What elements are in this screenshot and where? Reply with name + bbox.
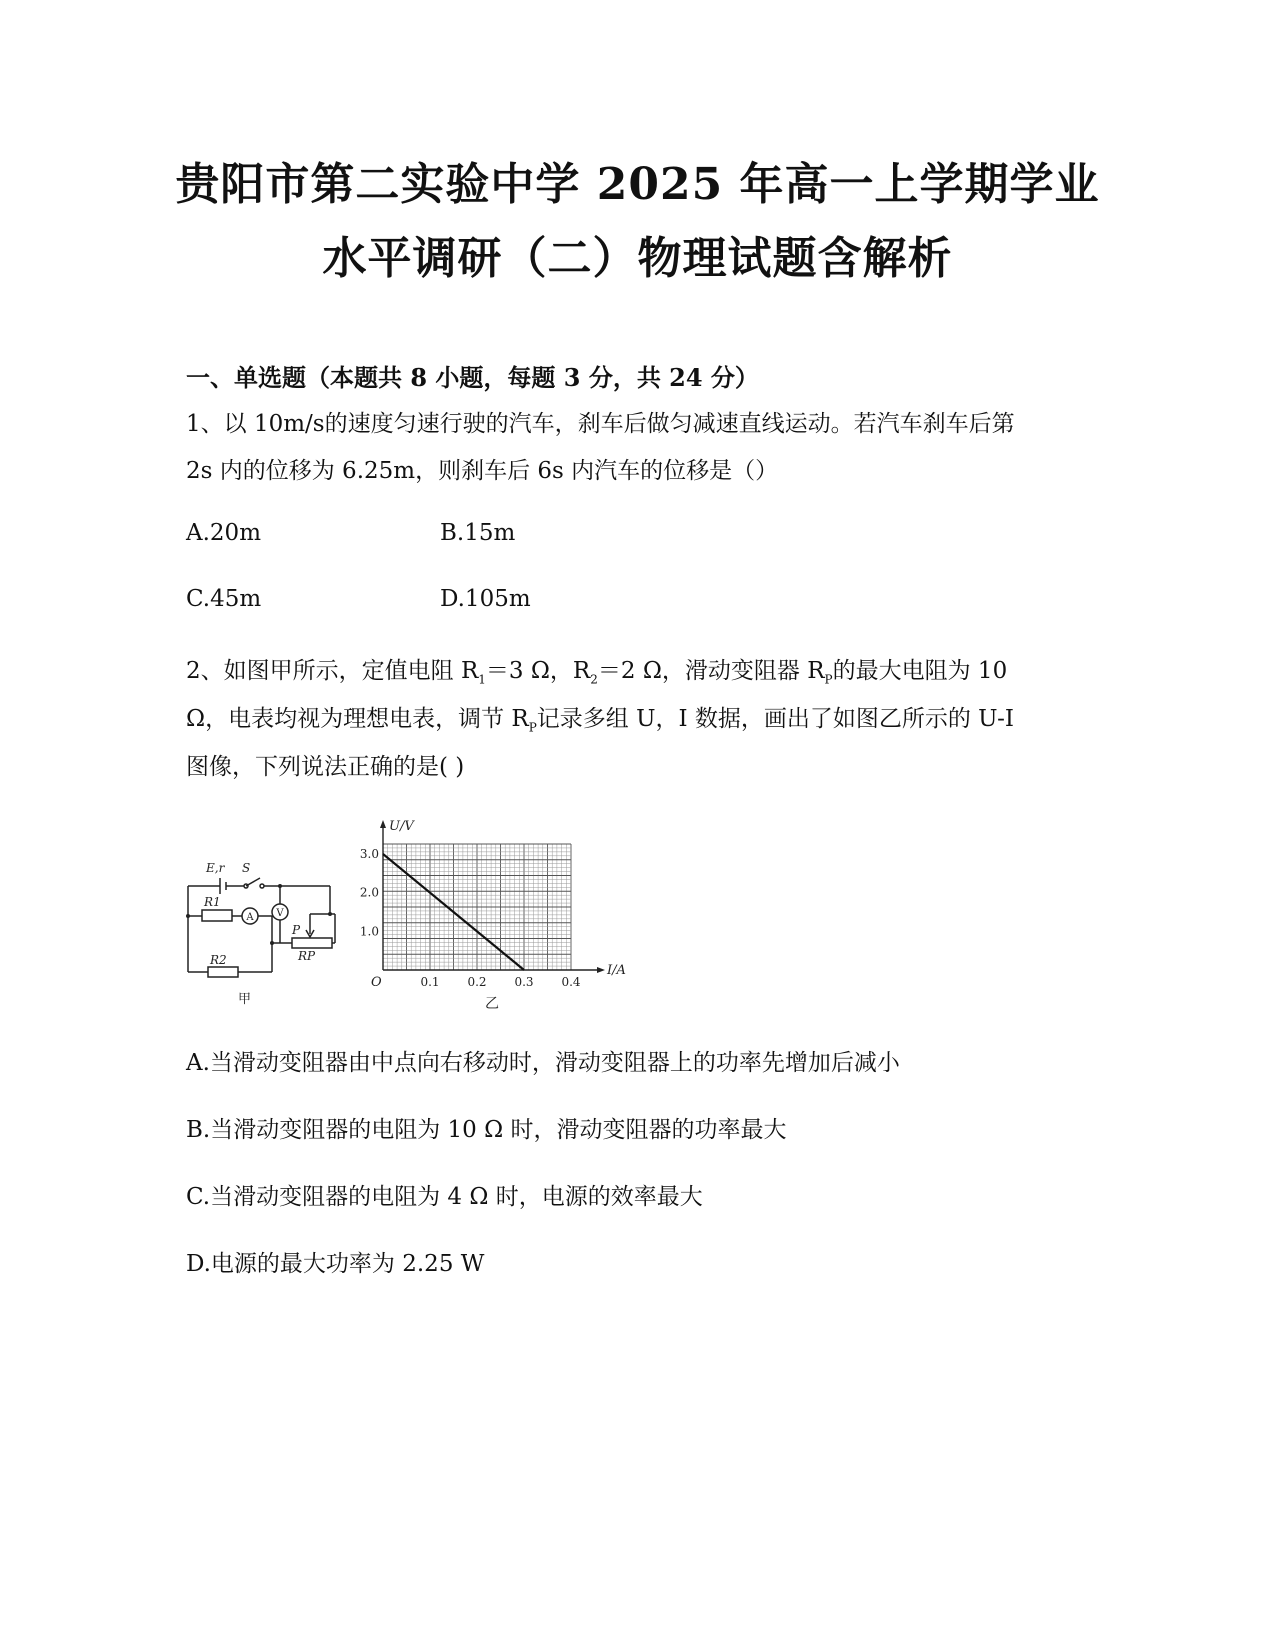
y-axis-label: U/V <box>389 819 414 834</box>
label-slider: P <box>292 923 301 937</box>
x-tick-label: 0.2 <box>467 975 487 989</box>
q2-text-line-1 <box>186 652 1007 687</box>
q2-l2-sub: P <box>528 720 537 735</box>
label-r2: R2 <box>210 953 227 967</box>
q1-option-c: C.45m <box>186 586 262 612</box>
circuit-caption: 甲 <box>238 992 252 1007</box>
x-tick-label: 0.4 <box>561 975 581 989</box>
q2-text-line-2 <box>186 700 1014 735</box>
junction-dot <box>328 912 332 916</box>
q2-option-a: A.当滑动变阻器由中点向右移动时，滑动变阻器上的功率先增加后减小 <box>186 1050 900 1076</box>
q2-figure <box>180 819 640 1060</box>
section-heading: 一、单选题（本题共 8 小题，每题 3 分，共 24 分） <box>186 363 759 392</box>
x-tick-label: 0.3 <box>514 975 534 989</box>
q2-option-d: D.电源的最大功率为 2.25 W <box>186 1251 485 1277</box>
q2-l2-a: Ω，电表均视为理想电表，调节 R <box>186 706 529 732</box>
q1-option-b: B.15m <box>440 520 516 546</box>
x-axis-arrow <box>597 967 605 973</box>
switch-contact-right <box>260 884 264 888</box>
x-tick-label: 0.1 <box>420 975 440 989</box>
q1-option-a: A.20m <box>186 520 261 546</box>
r2-resistor <box>208 967 238 977</box>
y-tick-label: 3.0 <box>359 847 379 861</box>
x-axis-label: I/A <box>607 963 626 978</box>
ammeter-label: A <box>246 912 254 923</box>
label-r1: R1 <box>204 895 221 909</box>
title-line-1: 贵阳市第二实验中学 2025 年高一上学期学业 <box>175 159 1100 210</box>
chart-caption: 乙 <box>485 996 499 1012</box>
junction-dot <box>186 914 190 918</box>
q2-l1-sub2: 2 <box>590 672 598 687</box>
junction-dot <box>270 941 274 945</box>
origin-label: O <box>371 975 382 990</box>
q1-text-line-1: 1、以 10m/s的速度匀速行驶的汽车，刹车后做匀减速直线运动。若汽车刹车后第 <box>186 411 1015 437</box>
q2-l1-b: ＝3 Ω，R <box>485 658 591 684</box>
q2-l1-sub3: P <box>824 672 833 687</box>
q2-figure-svg <box>180 819 640 1056</box>
q2-option-b: B.当滑动变阻器的电阻为 10 Ω 时，滑动变阻器的功率最大 <box>186 1117 787 1143</box>
r1-resistor <box>202 910 232 921</box>
q1-option-d: D.105m <box>440 586 531 612</box>
y-tick-label: 1.0 <box>359 924 379 939</box>
label-rp: RP <box>298 949 316 963</box>
ui-chart <box>360 819 626 1012</box>
q2-l1-d: 的最大电阻为 10 <box>832 658 1008 684</box>
label-source: E,r <box>206 861 225 875</box>
rp-resistor <box>292 938 332 948</box>
q2-option-c: C.当滑动变阻器的电阻为 4 Ω 时，电源的效率最大 <box>186 1184 703 1210</box>
voltmeter-label: V <box>276 908 284 919</box>
switch-lever <box>246 878 260 886</box>
q2-l1-c: ＝2 Ω，滑动变阻器 R <box>597 658 825 684</box>
q1-text-line-2: 2s 内的位移为 6.25m，则刹车后 6s 内汽车的位移是（） <box>186 458 779 484</box>
q2-l1-sub1: 1 <box>478 672 486 687</box>
q2-l2-b: 记录多组 U，I 数据，画出了如图乙所示的 U-I <box>536 706 1015 732</box>
q2-l1-a: 2、如图甲所示，定值电阻 R <box>186 658 479 684</box>
y-tick-label: 2.0 <box>359 885 379 900</box>
y-axis-arrow <box>380 820 386 828</box>
q2-text-line-3: 图像，下列说法正确的是( ) <box>186 754 465 780</box>
title-line-2: 水平调研（二）物理试题含解析 <box>322 233 953 284</box>
label-switch: S <box>242 861 251 875</box>
junction-dot <box>278 884 282 888</box>
